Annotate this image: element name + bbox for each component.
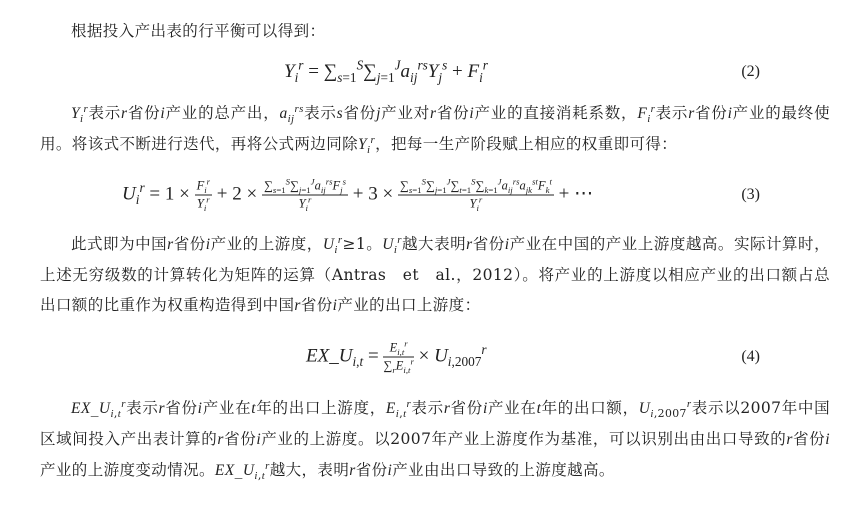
equation-2 [0, 47, 856, 97]
equation-2-number: (2) [741, 63, 760, 80]
equation-2-formula: $Y_i^r = \sum_{s=1}^S\sum_{j=1}^Ja_{ij}^{rs}Y_j^s + F_i^r$ [284, 57, 488, 85]
paragraph-2: 此式即为中国r省份i产业的上游度，$U_i^r\ge 1$。$U_i^r$越大表明r省份i产业在中国的产业上游度越高。实际计算时，上述无穷级数的计算转化为矩阵的运算（Antras et al.，2012）。将产业的上游度以相应产业的出口额占总出口额的比重作为权重构造得到中国r省份i产业的出口上游度： [40, 233, 830, 314]
equation-3 [0, 170, 856, 220]
equation-3-formula: $U_i^r = 1$ × $\frac{F_i^r}{Y_i^r}$ + 2 × $\frac{\sum_{s=1}^S\sum_{j=1}^Ja_{ij}^{rs}F_j^s}{Y_i^r}$ + 3 × $\frac{\sum_{s=1}^S\sum_{j=1}^J\sum_{t=1}^S\sum_{k=1}^Ja_{ij}^{rs}a_{jk}^{st}F_k^t}{Y_i^r}$ + ⋯ [122, 176, 594, 213]
paragraph-1: $Y_i^r$表示r省份i产业的总产出，$a_{ij}^{rs}$表示s省份j产业对r省份i产业的直接消耗系数，$F_i^r$表示r省份i产业的最终使用。将该式不断进行迭代，再将公式两边同除$Y_i^r$，把每一生产阶段赋上相应的权重即可得： [40, 102, 830, 157]
equation-3-number: (3) [741, 186, 760, 203]
intro-text: 根据投入产出表的行平衡可以得到： [71, 22, 326, 40]
equation-4-number: (4) [741, 348, 760, 365]
equation-4 [0, 332, 856, 382]
paragraph-3: $EX\_U_{i,t}^r$表示r省份i产业在t年的出口上游度，$E_{i,t}^r$表示r省份i产业在t年的出口额，$U_{i,2007}^r$表示以2007年中国区域间投入产出表计算的r省份i产业的上游度。以2007年产业上游度作为基准，可以识别出由出口导致的r省份i产业的上游度变动情况。$EX\_U_{i,t}^r$越大，表明r省份i产业由出口导致的上游度越高。 [40, 397, 831, 483]
equation-4-formula: $EX\_U_{i,t}$ = $\frac{E_{i,t}^r}{\sum_rE_{i,t}^r}$ × $U_{i,2007}^r$ [306, 338, 487, 375]
